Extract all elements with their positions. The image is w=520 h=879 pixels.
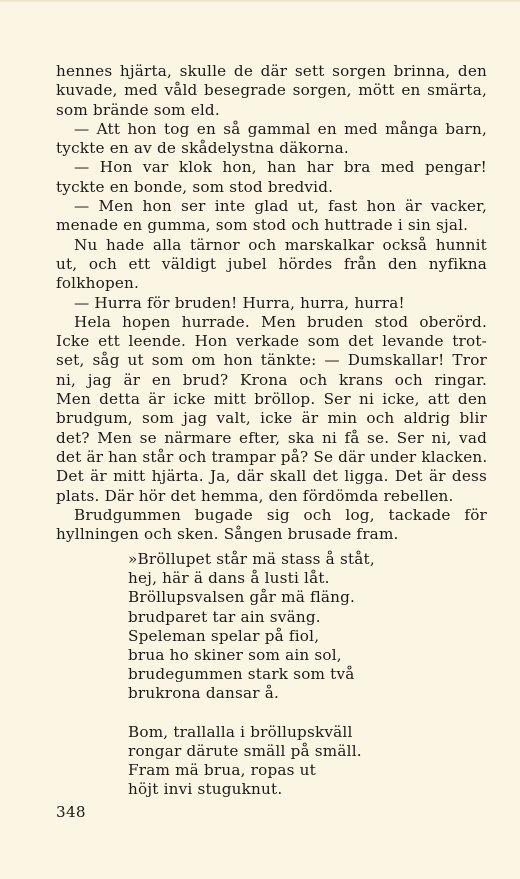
- text-line: — Men hon ser inte glad ut, fast hon är vacker,: [74, 197, 487, 216]
- page-top-edge: [0, 0, 520, 3]
- song-line: hej, här ä dans å lusti låt.: [128, 569, 330, 588]
- page-number: 348: [56, 803, 86, 821]
- text-line: ut, och ett väldigt jubel hördes från den nyfikna: [56, 254, 487, 273]
- text-line: som brände som eld.: [56, 100, 220, 119]
- text-line: Hela hopen hurrade. Men bruden stod oberörd.: [74, 312, 487, 331]
- song-line: Bom, trallalla i bröllupskväll: [128, 722, 353, 741]
- body-text: [56, 62, 487, 544]
- text-line: brudgum, som jag valt, icke är min och aldrig blir: [56, 409, 487, 428]
- text-line: Brudgummen bugade sig och log, tackade för: [74, 505, 487, 524]
- text-line: hennes hjärta, skulle de där sett sorgen brinna, den: [56, 62, 487, 80]
- song-line: brudparet tar ain sväng.: [128, 607, 321, 626]
- text-line: plats. Där hör det hemma, den fördömda rebellen.: [56, 486, 454, 505]
- text-line: folkhopen.: [56, 274, 140, 293]
- text-line: det? Men se närmare efter, ska ni få se. Ser ni, vad: [56, 428, 487, 447]
- song-verse: [128, 550, 428, 799]
- song-line: brukrona dansar å.: [128, 684, 280, 703]
- song-line: brudegummen stark som två: [128, 665, 355, 684]
- song-stanza-1: [128, 550, 428, 704]
- text-line: tyckte en av de skådelystna däkorna.: [56, 139, 349, 158]
- song-line: Fram mä brua, ropas ut: [128, 761, 316, 780]
- text-line: Det är mitt hjärta. Ja, där skall det ligga. Det är dess: [56, 467, 487, 486]
- text-line: ni, jag är en brud? Krona och krans och ringar.: [56, 370, 487, 389]
- text-line: Nu hade alla tärnor och marskalkar också hunnit: [74, 235, 487, 254]
- text-line: — Att hon tog en så gammal en med många barn,: [74, 119, 487, 138]
- song-line: höjt invi stuguknut.: [128, 780, 283, 799]
- text-line: Icke ett leende. Hon verkade som det levande trot-: [56, 332, 487, 351]
- text-line: det är han står och trampar på? Se där under klacken.: [56, 447, 488, 466]
- text-line: — Hon var klok hon, han har bra med pengar!: [74, 158, 487, 177]
- stanza-spacer: [128, 704, 428, 723]
- text-line: set, såg ut som om hon tänkte: — Dumskallar! Tror: [56, 351, 487, 370]
- song-line: brua ho skiner som ain sol,: [128, 645, 342, 664]
- song-stanza-2: [128, 723, 428, 800]
- song-line: Speleman spelar på fiol,: [128, 626, 320, 645]
- text-line: menade en gumma, som stod och huttrade i sin sjal.: [56, 216, 469, 235]
- text-line: — Hurra för bruden! Hurra, hurra, hurra!: [74, 293, 405, 312]
- song-line: »Bröllupet står mä stass å ståt,: [128, 550, 375, 568]
- text-line: tyckte en bonde, som stod bredvid.: [56, 177, 334, 196]
- text-line: Men detta är icke mitt bröllop. Ser ni icke, att den: [56, 390, 487, 409]
- text-line: kuvade, med våld besegrade sorgen, mött en smärta,: [56, 81, 487, 100]
- text-line: hyllningen och sken. Sången brusade fram.: [56, 525, 399, 544]
- song-line: rongar därute smäll på smäll.: [128, 741, 362, 760]
- song-line: Bröllupsvalsen går mä fläng.: [128, 588, 356, 607]
